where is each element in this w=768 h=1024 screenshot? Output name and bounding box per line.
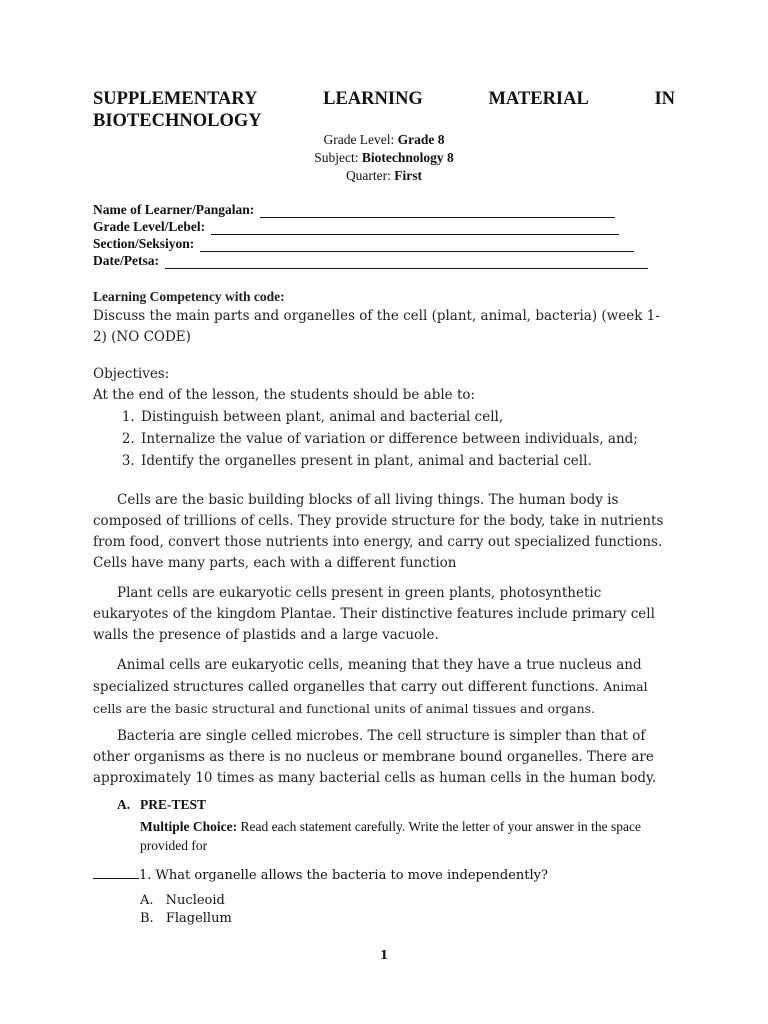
mc-label: Multiple Choice: — [140, 819, 238, 834]
subject-value: Biotechnology 8 — [361, 150, 454, 165]
document-title — [93, 88, 675, 132]
subject-line: Subject: Biotechnology 8 — [314, 150, 454, 165]
question-text: 1. What organelle allows the bacteria to move independently? — [139, 868, 548, 883]
choice-b: B. Flagellum — [140, 911, 232, 926]
objectives-list — [93, 406, 668, 472]
date-row — [93, 252, 648, 269]
quarter-line: Quarter: First — [345, 168, 423, 183]
objectives-intro: At the end of the lesson, the students should be able to: — [93, 387, 476, 403]
date-field[interactable] — [165, 255, 648, 269]
objectives-section — [93, 364, 668, 472]
plant-paragraph: Plant cells are eukaryotic cells present in green plants, photosynthetic eukaryotes of the kingdom Plantae. Their distinctive features include primary cell walls the presence of plastids and a large vacuole. — [93, 585, 655, 643]
animal-paragraph-tail: Animal cells are the basic structural and functional units of animal tissues and organs. — [93, 679, 648, 716]
page-number: 1 — [379, 948, 389, 962]
list-item: 3. Identify the organelles present in plant, animal and bacterial cell. — [139, 450, 668, 472]
grade-field[interactable] — [211, 221, 619, 235]
section-row — [93, 235, 648, 252]
title-word: LEARNING — [323, 89, 423, 109]
answer-blank[interactable] — [93, 866, 139, 879]
choice-a: A. Nucleoid — [140, 893, 225, 908]
learner-info-form — [93, 201, 648, 269]
mc-text: Read each statement carefully. Write the letter of your answer in the space provided for — [140, 819, 642, 853]
objectives-heading: Objectives: — [93, 366, 170, 382]
competency-text: Discuss the main parts and organelles of the cell (plant, animal, bacteria) (week 1-2) (NO CODE) — [93, 308, 660, 345]
grade-label: Grade Level/Lebel: — [93, 219, 206, 234]
grade-level-value: Grade 8 — [397, 132, 445, 147]
pretest-instructions — [140, 817, 680, 855]
list-item: 2. Internalize the value of variation or difference between individuals, and; — [139, 428, 668, 450]
pretest-letter: A. — [117, 797, 131, 812]
section-label: Section/Seksiyon: — [93, 236, 195, 251]
animal-paragraph-main: Animal cells are eukaryotic cells, meaning that they have a true nucleus and specialized structures called organelles that carry out different functions. — [93, 657, 642, 695]
bacteria-paragraph: Bacteria are single celled microbes. The cell structure is simpler than that of other organisms as there is no nucleus or membrane bound organelles. There are approximately 10 times as many bacterial cells as human cells in the human body. — [93, 728, 657, 786]
title-word: IN — [654, 89, 675, 109]
competency-section — [93, 286, 668, 348]
title-word: SUPPLEMENTARY — [93, 89, 258, 109]
name-field[interactable] — [260, 204, 615, 218]
pretest-heading: PRE-TEST — [140, 797, 207, 812]
date-label: Date/Petsa: — [93, 253, 159, 268]
competency-heading: Learning Competency with code: — [93, 289, 285, 304]
list-item: 1. Distinguish between plant, animal and bacterial cell, — [139, 406, 668, 428]
question-1 — [93, 866, 548, 883]
section-field[interactable] — [200, 238, 634, 252]
cells-paragraph: Cells are the basic building blocks of all living things. The human body is composed of trillions of cells. They provide structure for the body, take in nutrients from food, convert those nutrients into energy, and carry out specialized functions. Cells have many parts, each with a different function — [93, 492, 664, 571]
name-row — [93, 201, 648, 218]
title-line-2: BIOTECHNOLOGY — [93, 111, 262, 131]
name-label: Name of Learner/Pangalan: — [93, 202, 255, 217]
grade-level-line: Grade Level: Grade 8 — [323, 132, 445, 147]
quarter-value: First — [394, 168, 423, 183]
grade-row — [93, 218, 648, 235]
title-word: MATERIAL — [488, 89, 589, 109]
animal-paragraph — [93, 655, 668, 720]
